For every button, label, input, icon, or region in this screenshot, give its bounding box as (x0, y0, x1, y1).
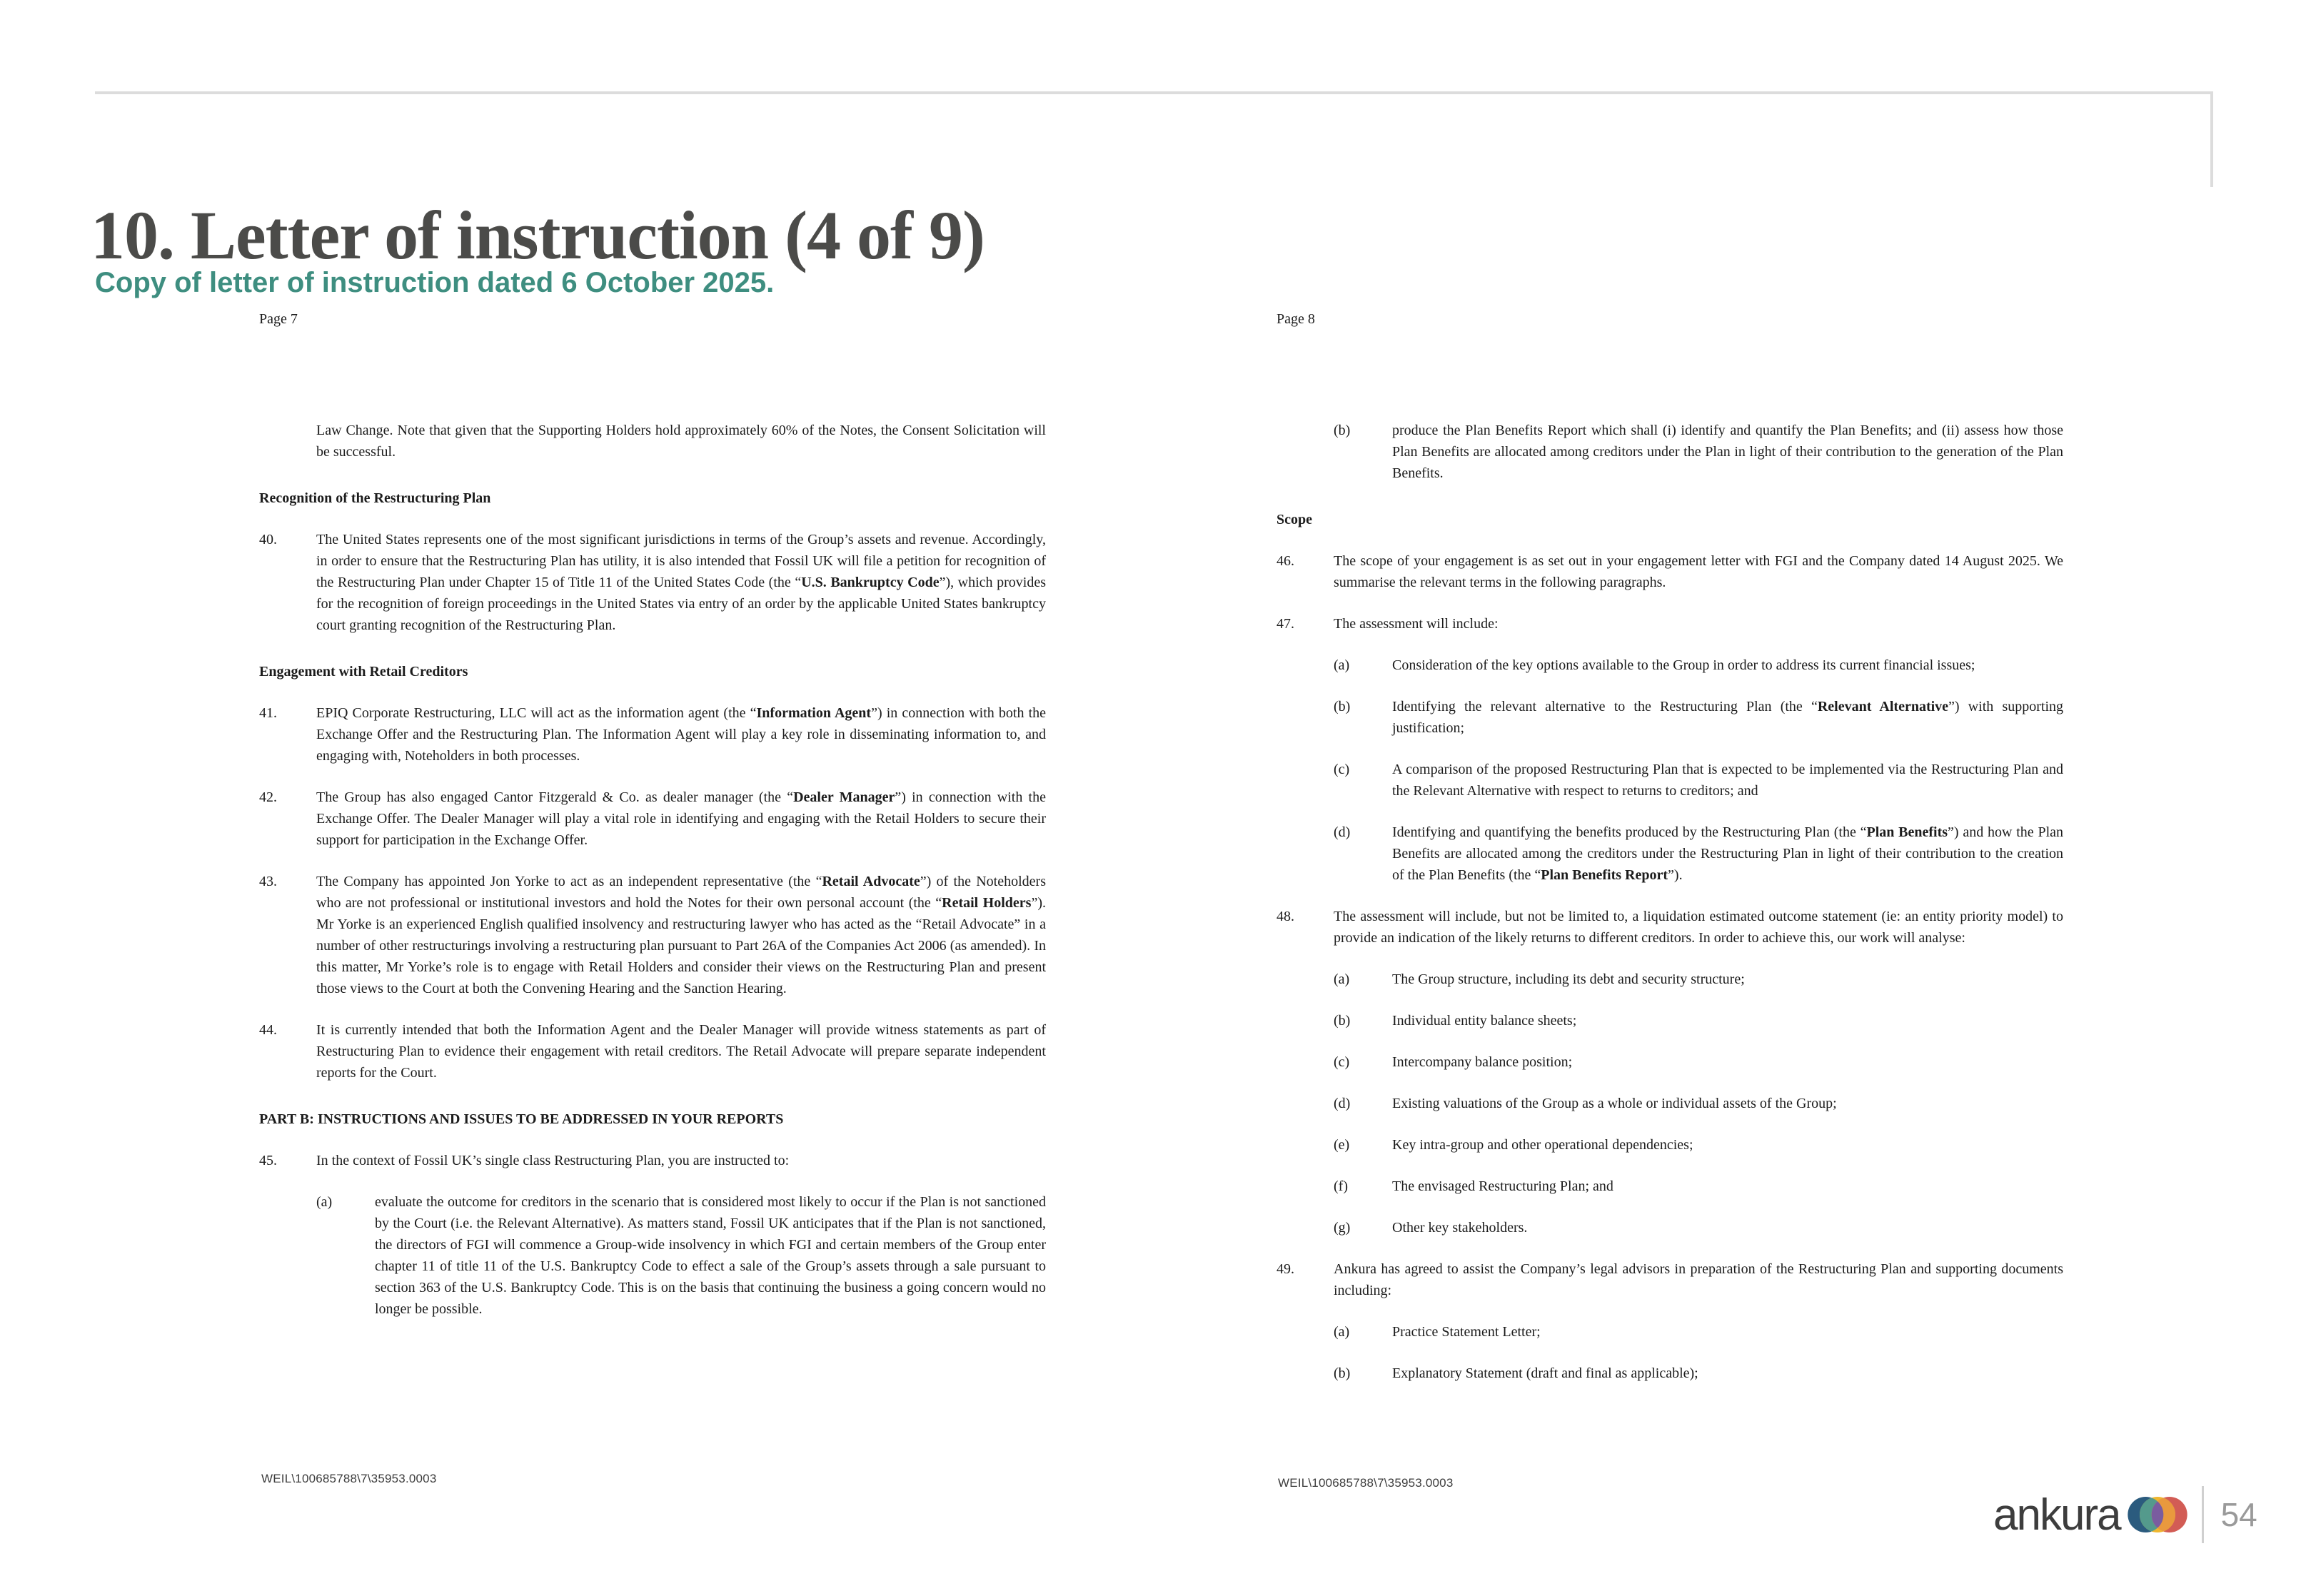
paragraph-number: (f) (1334, 1178, 1348, 1194)
doc-paragraph (1277, 613, 2063, 635)
paragraph-text: The assessment will include, but not be limited to, a liquidation estimated outcome statement (ie: an entity priority model) to provide an indication of the likely returns to different creditors. In order to achieve this, our work will analyse: (1334, 909, 2063, 946)
paragraph-number: (d) (1334, 1096, 1351, 1111)
doc-paragraph (1334, 1093, 2063, 1114)
doc-reference-footer: WEIL\100685788\7\35953.0003 (261, 1472, 437, 1485)
paragraph-text: produce the Plan Benefits Report which shall (i) identify and quantify the Plan Benefits; and (ii) assess how those Plan Benefits are allocated among creditors under the Plan in light of their contribution to the generation of the Plan Benefits. (1392, 423, 2063, 481)
paragraph-number: (b) (1334, 1365, 1351, 1381)
paragraph-number: 46. (1277, 553, 1294, 569)
slide-subtitle: Copy of letter of instruction dated 6 October 2025. (95, 267, 775, 298)
paragraph-text: Other key stakeholders. (1392, 1220, 1528, 1236)
doc-paragraph (259, 1019, 1046, 1084)
doc-paragraph (1334, 655, 2063, 676)
doc-paragraph (259, 529, 1046, 636)
doc-paragraph (316, 1191, 1046, 1320)
doc-paragraph (1277, 550, 2063, 593)
doc-paragraph (1334, 1051, 2063, 1073)
paragraph-number: 48. (1277, 909, 1294, 924)
doc-paragraph (1334, 1176, 2063, 1197)
paragraph-number: 44. (259, 1022, 277, 1038)
paragraph-text: The scope of your engagement is as set out in your engagement letter with FGI and the Company dated 14 August 2025. We summarise the relevant terms in the following paragraphs. (1334, 553, 2063, 590)
ankura-circles-icon (2128, 1497, 2187, 1532)
doc-paragraph (1334, 696, 2063, 739)
paragraph-number: 45. (259, 1153, 277, 1168)
paragraph-number: (c) (1334, 1054, 1350, 1070)
doc-paragraph (1334, 1321, 2063, 1343)
paragraph-text: Ankura has agreed to assist the Company’s legal advisors in preparation of the Restructuring Plan and supporting documents including: (1334, 1261, 2063, 1298)
doc-reference-footer: WEIL\100685788\7\35953.0003 (1278, 1476, 1454, 1490)
footer-divider (2202, 1486, 2204, 1543)
paragraph-text: The Group structure, including its debt and security structure; (1392, 971, 1745, 987)
paragraph-text: Intercompany balance position; (1392, 1054, 1573, 1070)
paragraph-number: 49. (1277, 1261, 1294, 1277)
doc-paragraph (1334, 1010, 2063, 1031)
paragraph-number: 43. (259, 874, 277, 889)
paragraph-number: 47. (1277, 616, 1294, 632)
doc-paragraph (259, 1150, 1046, 1171)
slide-page-number: 54 (2220, 1496, 2257, 1533)
paragraph-number: (a) (1334, 971, 1350, 987)
paragraph-number: (a) (316, 1194, 333, 1210)
paragraph-text: A comparison of the proposed Restructuring Plan that is expected to be implemented via the Restructuring Plan and the Relevant Alternative with respect to returns to creditors; and (1392, 762, 2063, 799)
doc-heading: Recognition of the Restructuring Plan (259, 490, 491, 506)
doc-paragraph (1277, 1258, 2063, 1301)
paragraph-text: In the context of Fossil UK’s single class Restructuring Plan, you are instructed to: (316, 1153, 790, 1168)
paragraph-text: The United States represents one of the most significant jurisdictions in terms of the Group’s assets and revenue. Accordingly, in order to ensure that the Restructuring Plan has utility, it is also intended that Fossil UK will file a petition for recognition of the Restructuring Plan under Chapter 15 of Title 11 of the United States Code (the “U.S. Bankruptcy Code”), which provides for the recognition of foreign proceedings in the United States via entry of an order by the applicable United States bankruptcy court granting recognition of the Restructuring Plan. (316, 532, 1046, 633)
top-rule (95, 91, 2211, 94)
paragraph-number: 40. (259, 532, 277, 547)
paragraph-number: (a) (1334, 657, 1350, 673)
doc-paragraph (259, 702, 1046, 767)
doc-paragraph (1334, 759, 2063, 802)
paragraph-text: Key intra-group and other operational dependencies; (1392, 1137, 1693, 1153)
paragraph-text: Identifying the relevant alternative to the Restructuring Plan (the “Relevant Alternative”) with supporting justification; (1392, 699, 2063, 736)
doc-heading: Engagement with Retail Creditors (259, 664, 468, 680)
letter-page-8 (1277, 308, 2063, 1404)
doc-paragraph: Law Change. Note that given that the Supporting Holders hold approximately 60% of the Notes, the Consent Solicitation will be successful. (316, 423, 1046, 460)
letter-page-7 (259, 308, 1046, 1340)
paragraph-text: Practice Statement Letter; (1392, 1324, 1541, 1340)
doc-paragraph (1334, 1217, 2063, 1238)
paragraph-text: The assessment will include: (1334, 616, 1499, 632)
paragraph-text: Explanatory Statement (draft and final as applicable); (1392, 1365, 1698, 1381)
paragraph-number: (b) (1334, 1013, 1351, 1029)
paragraph-number: 42. (259, 789, 277, 805)
doc-paragraph (1277, 906, 2063, 949)
doc-paragraph (259, 871, 1046, 999)
doc-paragraph (1334, 1134, 2063, 1156)
page-8-body (1277, 420, 2063, 1384)
paragraph-text: The envisaged Restructuring Plan; and (1392, 1178, 1613, 1194)
paragraph-text: evaluate the outcome for creditors in the scenario that is considered most likely to occur if the Plan is not sanctioned by the Court (i.e. the Relevant Alternative). As matters stand, Fossil UK anticipates that if the Plan is not sanctioned, the directors of FGI will commence a Group-wide insolvency in which FGI and certain members of the Group enter chapter 11 of title 11 of the U.S. Bankruptcy Code to effect a sale of the Group’s assets through a sale pursuant to section 363 of the U.S. Bankruptcy Code. This is on the basis that continuing the business a going concern would no longer be possible. (375, 1194, 1046, 1317)
paragraph-text: Existing valuations of the Group as a whole or individual assets of the Group; (1392, 1096, 1837, 1111)
paragraph-text: Individual entity balance sheets; (1392, 1013, 1577, 1029)
page-label: Page 8 (1277, 311, 1315, 327)
doc-paragraph (259, 787, 1046, 851)
doc-paragraph (1334, 822, 2063, 886)
paragraph-text: Identifying and quantifying the benefits produced by the Restructuring Plan (the “Plan Benefits”) and how the Plan Benefits are allocated among the creditors under the Restructuring Plan in light of their contribution to the creation of the Plan Benefits (the “Plan Benefits Report”). (1392, 824, 2063, 883)
paragraph-number: 41. (259, 705, 277, 721)
doc-heading: PART B: INSTRUCTIONS AND ISSUES TO BE ADDRESSED IN YOUR REPORTS (259, 1111, 784, 1127)
doc-heading: Scope (1277, 512, 1312, 527)
doc-paragraph (1334, 969, 2063, 990)
doc-paragraph (1334, 420, 2063, 484)
ankura-logo (1993, 1486, 2257, 1543)
paragraph-number: (g) (1334, 1220, 1351, 1236)
ankura-logo-text: ankura (1993, 1490, 2120, 1540)
paragraph-text: The Group has also engaged Cantor Fitzgerald & Co. as dealer manager (the “Dealer Manager”) in connection with the Exchange Offer. The Dealer Manager will play a vital role in identifying and engaging with the Retail Holders to secure their support for participation in the Exchange Offer. (316, 789, 1046, 848)
paragraph-number: (b) (1334, 699, 1351, 714)
page-7-body (259, 420, 1046, 1320)
paragraph-text: It is currently intended that both the Information Agent and the Dealer Manager will provide witness statements as part of Restructuring Plan to evidence their engagement with retail creditors. The Retail Advocate will prepare separate independent reports for the Court. (316, 1022, 1046, 1081)
paragraph-text: EPIQ Corporate Restructuring, LLC will act as the information agent (the “Information Agent”) in connection with both the Exchange Offer and the Restructuring Plan. The Information Agent will play a key role in disseminating information to, and engaging with, Noteholders in both processes. (316, 705, 1046, 764)
doc-paragraph (1334, 1363, 2063, 1384)
paragraph-text: Consideration of the key options available to the Group in order to address its current financial issues; (1392, 657, 1975, 673)
paragraph-number: (c) (1334, 762, 1350, 777)
page-label: Page 7 (259, 311, 298, 327)
top-rule-end-tick (2210, 91, 2213, 187)
paragraph-number: (e) (1334, 1137, 1350, 1153)
paragraph-number: (d) (1334, 824, 1351, 840)
paragraph-text: The Company has appointed Jon Yorke to act as an independent representative (the “Retail Advocate”) of the Noteholders who are not professional or institutional investors and hold the Notes for their own personal account (the “Retail Holders”). Mr Yorke is an experienced English qualified insolvency and restructuring lawyer who has acted as the “Retail Advocate” in a number of other restructurings involving a restructuring plan pursuant to Part 26A of the Companies Act 2006 (as amended). In this matter, Mr Yorke’s role is to engage with Retail Holders and consider their views on the Restructuring Plan and present those views to the Court at both the Convening Hearing and the Sanction Hearing. (316, 874, 1046, 996)
paragraph-number: (a) (1334, 1324, 1350, 1340)
slide-title: 10. Letter of instruction (4 of 9) (91, 197, 985, 274)
paragraph-number: (b) (1334, 423, 1351, 438)
